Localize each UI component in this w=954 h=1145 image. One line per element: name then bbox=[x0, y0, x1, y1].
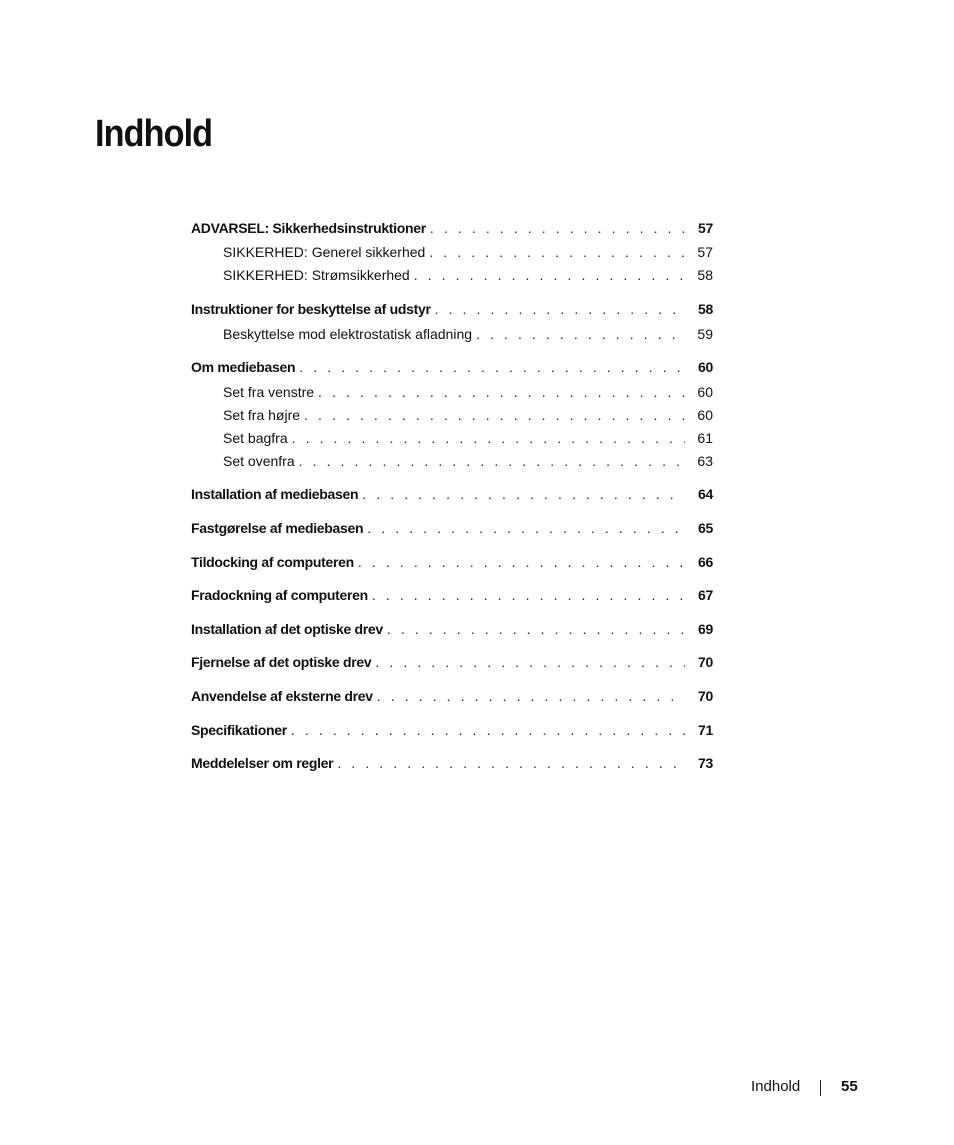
toc-entry-page: 67 bbox=[698, 587, 713, 603]
toc-entry-page: 60 bbox=[697, 384, 713, 400]
toc-entry-label: Set bagfra bbox=[223, 430, 288, 446]
toc-entry-page: 73 bbox=[698, 755, 713, 771]
toc-entry[interactable] bbox=[191, 619, 713, 639]
toc-entry-page: 66 bbox=[698, 554, 713, 570]
toc-dot-leader bbox=[291, 720, 685, 740]
toc-entry-label: SIKKERHED: Strømsikkerhed bbox=[223, 267, 410, 283]
toc-entry-label: Fastgørelse af mediebasen bbox=[191, 520, 364, 536]
toc-entry-label: Set fra venstre bbox=[223, 384, 315, 400]
toc-entry-label: Om mediebasen bbox=[191, 359, 296, 375]
toc-entry-page: 63 bbox=[697, 453, 713, 469]
toc-entry-label: Meddelelser om regler bbox=[191, 755, 334, 771]
toc-dot-leader bbox=[387, 619, 685, 639]
toc-entry[interactable] bbox=[191, 652, 713, 672]
toc-subentry[interactable] bbox=[191, 242, 713, 262]
toc-dot-leader bbox=[429, 242, 685, 262]
toc-dot-leader bbox=[476, 324, 685, 344]
toc-dot-leader bbox=[362, 484, 685, 504]
toc-entry-page: 61 bbox=[697, 430, 713, 446]
toc-entry-page: 58 bbox=[697, 267, 713, 283]
toc-entry-label: Tildocking af computeren bbox=[191, 554, 354, 570]
toc-entry-page: 65 bbox=[698, 520, 713, 536]
toc-subentry[interactable] bbox=[191, 382, 713, 402]
toc-entry[interactable] bbox=[191, 299, 713, 319]
toc-dot-leader bbox=[367, 518, 685, 538]
toc-dot-leader bbox=[299, 451, 685, 471]
toc-dot-leader bbox=[372, 585, 685, 605]
toc-entry[interactable] bbox=[191, 484, 713, 504]
toc-entry-page: 59 bbox=[697, 326, 713, 342]
toc-entry-label: Anvendelse af eksterne drev bbox=[191, 688, 373, 704]
toc-subentry[interactable] bbox=[191, 451, 713, 471]
toc-entry[interactable] bbox=[191, 357, 713, 377]
toc-subentry[interactable] bbox=[191, 405, 713, 425]
toc-entry-page: 69 bbox=[698, 621, 713, 637]
toc-subentry[interactable] bbox=[191, 324, 713, 344]
toc-entry-label: Installation af mediebasen bbox=[191, 486, 359, 502]
toc-subentry[interactable] bbox=[191, 428, 713, 448]
toc-dot-leader bbox=[318, 382, 685, 402]
footer-divider bbox=[820, 1080, 821, 1096]
toc-entry-label: ADVARSEL: Sikkerhedsinstruktioner bbox=[191, 220, 426, 236]
toc-dot-leader bbox=[430, 218, 685, 238]
toc-entry-label: Fradockning af computeren bbox=[191, 587, 368, 603]
toc-entry[interactable] bbox=[191, 552, 713, 572]
toc-dot-leader bbox=[377, 686, 685, 706]
toc-dot-leader bbox=[358, 552, 685, 572]
toc-dot-leader bbox=[292, 428, 685, 448]
toc-entry-page: 60 bbox=[698, 359, 713, 375]
toc-entry-page: 58 bbox=[698, 301, 713, 317]
toc-dot-leader bbox=[304, 405, 685, 425]
toc-entry-label: Installation af det optiske drev bbox=[191, 621, 383, 637]
toc-entry-label: Set fra højre bbox=[223, 407, 301, 423]
toc-entry[interactable] bbox=[191, 518, 713, 538]
toc-dot-leader bbox=[337, 753, 685, 773]
toc-entry[interactable] bbox=[191, 585, 713, 605]
toc-entry-label: SIKKERHED: Generel sikkerhed bbox=[223, 244, 426, 260]
toc-dot-leader bbox=[435, 299, 685, 319]
page-footer bbox=[740, 1076, 860, 1098]
toc-entry[interactable] bbox=[191, 686, 713, 706]
toc-entry-page: 70 bbox=[698, 654, 713, 670]
table-of-contents bbox=[191, 0, 713, 800]
toc-entry-page: 60 bbox=[697, 407, 713, 423]
toc-entry-label: Set ovenfra bbox=[223, 453, 295, 469]
toc-entry-page: 57 bbox=[697, 244, 713, 260]
toc-entry-label: Instruktioner for beskyttelse af udstyr bbox=[191, 301, 431, 317]
toc-entry-page: 64 bbox=[698, 486, 713, 502]
toc-entry-label: Fjernelse af det optiske drev bbox=[191, 654, 372, 670]
toc-dot-leader bbox=[299, 357, 685, 377]
toc-entry-page: 71 bbox=[698, 722, 713, 738]
toc-entry[interactable] bbox=[191, 720, 713, 740]
toc-entry-page: 70 bbox=[698, 688, 713, 704]
toc-dot-leader bbox=[375, 652, 685, 672]
footer-page-number: 55 bbox=[841, 1078, 858, 1095]
toc-entry-label: Specifikationer bbox=[191, 722, 287, 738]
toc-dot-leader bbox=[414, 265, 685, 285]
toc-entry[interactable] bbox=[191, 218, 713, 238]
toc-entry[interactable] bbox=[191, 753, 713, 773]
toc-entry-label: Beskyttelse mod elektrostatisk afladning bbox=[223, 326, 473, 342]
toc-entry-page: 57 bbox=[698, 220, 713, 236]
footer-section-title: Indhold bbox=[751, 1078, 801, 1095]
toc-subentry[interactable] bbox=[191, 265, 713, 285]
page-title: Indhold bbox=[95, 113, 213, 155]
